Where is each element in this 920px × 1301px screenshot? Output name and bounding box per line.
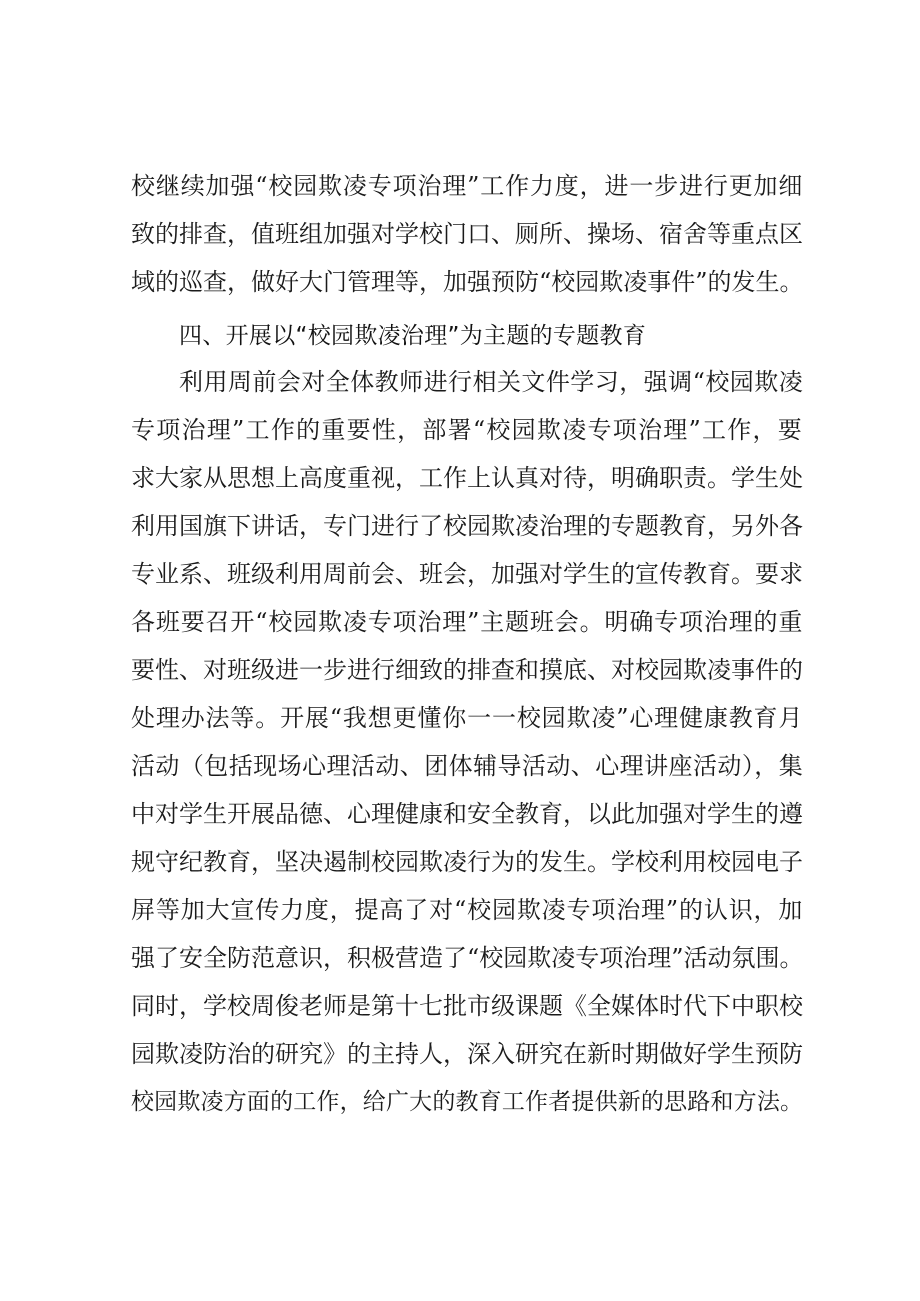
body-paragraph-line: 活动（包括现场心理活动、团体辅导活动、心理讲座活动），集 [131,752,803,780]
body-paragraph-line: 园欺凌防治的研究》的主持人，深入研究在新时期做好学生预防 [131,1040,803,1068]
body-paragraph-line: 利用国旗下讲话，专门进行了校园欺凌治理的专题教育，另外各 [131,512,803,540]
body-paragraph-line: 同时，学校周俊老师是第十七批市级课题《全媒体时代下中职校 [131,992,803,1020]
body-paragraph-line: 强了安全防范意识，积极营造了“校园欺凌专项治理”活动氛围。 [131,944,804,972]
section-heading: 四、开展以“校园欺凌治理”为主题的专题教育 [179,323,647,349]
body-paragraph-line: 专项治理”工作的重要性，部署“校园欺凌专项治理”工作，要 [131,416,803,444]
intro-paragraph-line: 致的排查，值班组加强对学校门口、厕所、操场、宿舍等重点区 [131,220,803,248]
body-paragraph-line: 利用周前会对全体教师进行相关文件学习，强调“校园欺凌 [179,368,803,396]
body-paragraph-line: 规守纪教育，坚决遏制校园欺凌行为的发生。学校利用校园电子 [131,848,803,876]
body-paragraph-line: 求大家从思想上高度重视，工作上认真对待，明确职责。学生处 [131,464,803,492]
body-paragraph-line: 屏等加大宣传力度，提高了对“校园欺凌专项治理”的认识，加 [131,896,803,924]
body-paragraph-line: 各班要召开“校园欺凌专项治理”主题班会。明确专项治理的重 [131,608,803,636]
body-paragraph-line: 要性、对班级进一步进行细致的排查和摸底、对校园欺凌事件的 [131,656,803,684]
body-paragraph-line: 中对学生开展品德、心理健康和安全教育，以此加强对学生的遵 [131,800,803,828]
body-paragraph-line: 校园欺凌方面的工作，给广大的教育工作者提供新的思路和方法。 [131,1089,803,1115]
intro-paragraph-line: 校继续加强“校园欺凌专项治理”工作力度，进一步进行更加细 [131,172,803,200]
body-paragraph-line: 专业系、班级利用周前会、班会，加强对学生的宣传教育。要求 [131,560,803,588]
body-paragraph-line: 处理办法等。开展“我想更懂你一一校园欺凌”心理健康教育月 [131,704,803,732]
intro-paragraph-line: 域的巡查，做好大门管理等，加强预防“校园欺凌事件”的发生。 [131,268,804,296]
